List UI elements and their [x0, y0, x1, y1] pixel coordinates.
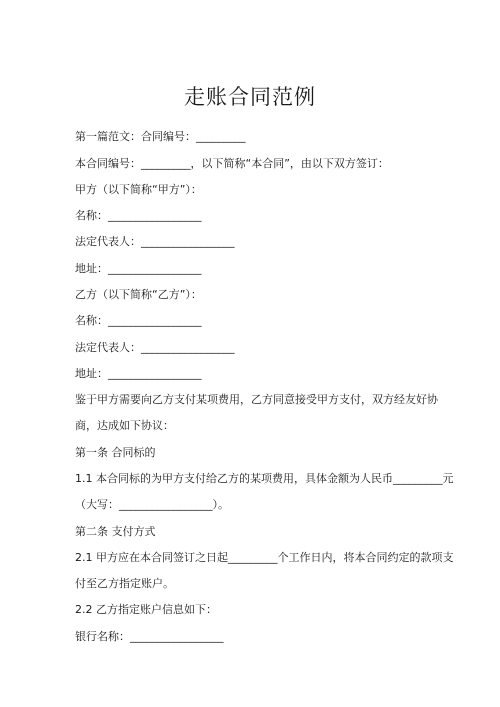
text-line: 法定代表人：_________________ [75, 235, 235, 248]
text-line: 乙方（以下简称“乙方”）： [75, 288, 202, 301]
text-line: 第二条 支付方式 [75, 525, 156, 538]
text-line: 第一条 合同标的 [75, 446, 156, 459]
text-line: 地址：_________________ [75, 262, 202, 275]
text-line: 名称：_________________ [75, 209, 202, 222]
text-line: 鉴于甲方需要向乙方支付某项费用，乙方同意接受甲方支付，双方经友好协 [75, 393, 438, 406]
text-line: 银行名称：_________________ [75, 630, 224, 643]
text-line: 1.1 本合同标的为甲方支付给乙方的某项费用，具体金额为人民币_________元 [75, 472, 454, 485]
text-line: 地址：_________________ [75, 367, 202, 380]
text-line: 名称：_________________ [75, 314, 202, 327]
text-line: 付至乙方指定账户。 [75, 577, 174, 590]
text-line: 本合同编号：_________，以下简称“本合同”，由以下双方签订： [75, 157, 389, 170]
text-line: 甲方（以下简称“甲方”）： [75, 183, 202, 196]
document-title: 走账合同范例 [184, 85, 316, 109]
text-line: 商，达成如下协议： [75, 419, 174, 432]
text-line: 第一篇范文：合同编号：_________ [75, 130, 246, 143]
text-line: 2.1 甲方应在本合同签订之日起_________个工作日内，将本合同约定的款项支 [75, 551, 454, 564]
text-line: （大写：_________________）。 [75, 498, 229, 511]
text-line: 2.2 乙方指定账户信息如下： [75, 603, 217, 616]
text-line: 法定代表人：_________________ [75, 341, 235, 354]
